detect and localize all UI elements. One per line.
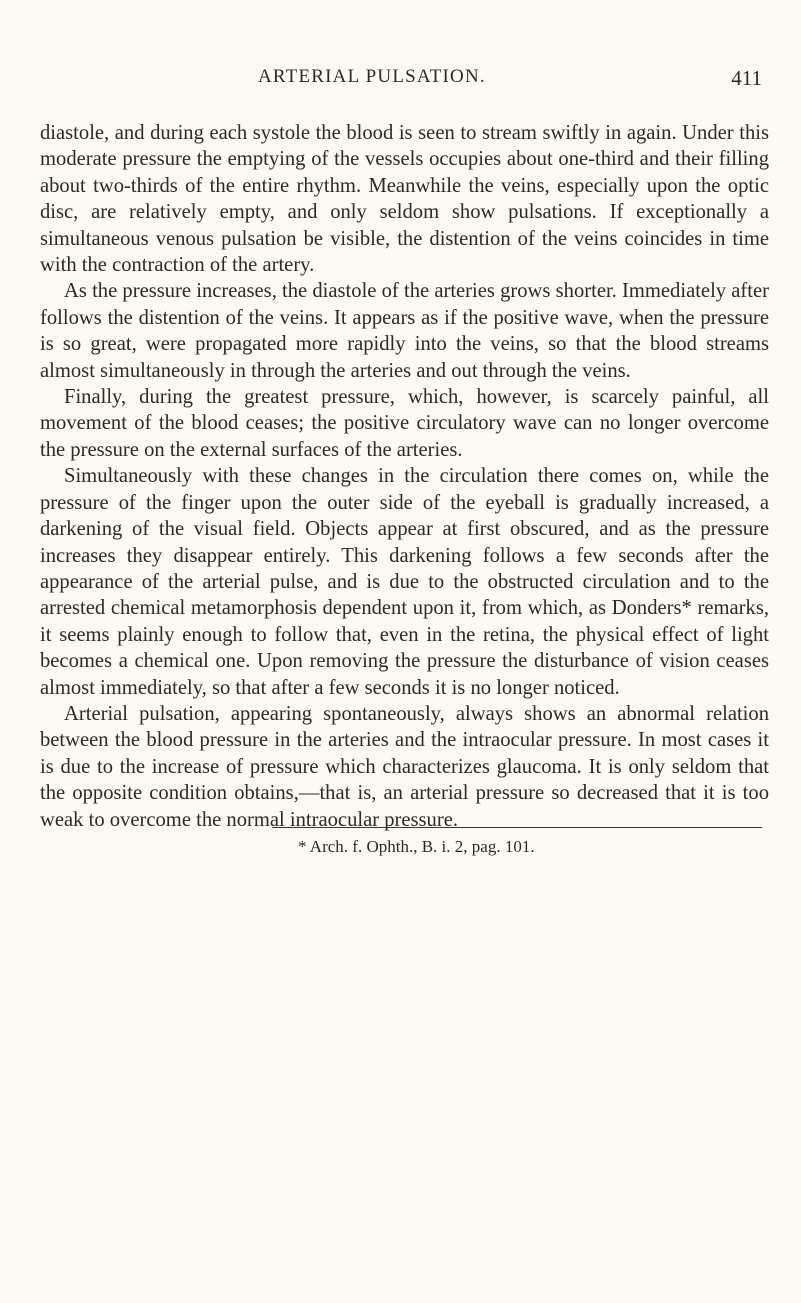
page-number: 411 xyxy=(731,66,762,90)
footnote: * Arch. f. Ophth., B. i. 2, pag. 101. xyxy=(298,837,535,856)
paragraph: As the pressure increases, the diastole of the arteries grows shorter. Immediately after follows the distention of the veins. It appears as if the positive wave, when the pressure is so great, were propagated more rapidly into the veins, so that the blood streams almost simultaneously in through the arteries and out through the veins. xyxy=(40,280,769,382)
running-header xyxy=(0,66,801,96)
paragraph: diastole, and during each systole the blood is seen to stream swiftly in again. Under this moderate pressure the emptying of the vessels occupies about one-third and their filling about two-thirds of the entire rhythm. Meanwhile the veins, especially upon the optic disc, are relatively empty, and only seldom show pulsations. If exceptionally a simultaneous venous pulsation be visible, the distention of the veins coincides in time with the contraction of the artery. xyxy=(40,122,769,277)
footnote-divider xyxy=(272,827,762,828)
paragraph: Finally, during the greatest pressure, which, however, is scarcely painful, all movement of the blood ceases; the positive circulatory wave can no longer overcome the pressure on the external surfaces of the arteries. xyxy=(40,386,769,461)
body-text xyxy=(40,120,769,833)
paragraph: Arterial pulsation, appearing spontaneously, always shows an abnormal relation between the blood pressure in the arteries and the intraocular pressure. In most cases it is due to the increase of pressure which characterizes glaucoma. It is only seldom that the opposite condition obtains,—that is, an arterial pressure so decreased that it is too weak to overcome the normal intraocular pressure. xyxy=(40,702,769,831)
paragraph: Simultaneously with these changes in the circulation there comes on, while the pressure of the finger upon the outer side of the eyeball is gradually increased, a darkening of the visual field. Objects appear at first obscured, and as the pressure increases they disappear entirely. This darkening follows a few seconds after the appearance of the arterial pulse, and is due to the obstructed circulation and to the arrested chemical metamorphosis dependent upon it, from which, as Donders* remarks, it seems plainly enough to follow that, even in the retina, the physical effect of light becomes a chemical one. Upon removing the pressure the disturbance of vision ceases almost immediately, so that after a few seconds it is no longer noticed. xyxy=(40,465,769,699)
running-title: ARTERIAL PULSATION. xyxy=(258,66,486,87)
